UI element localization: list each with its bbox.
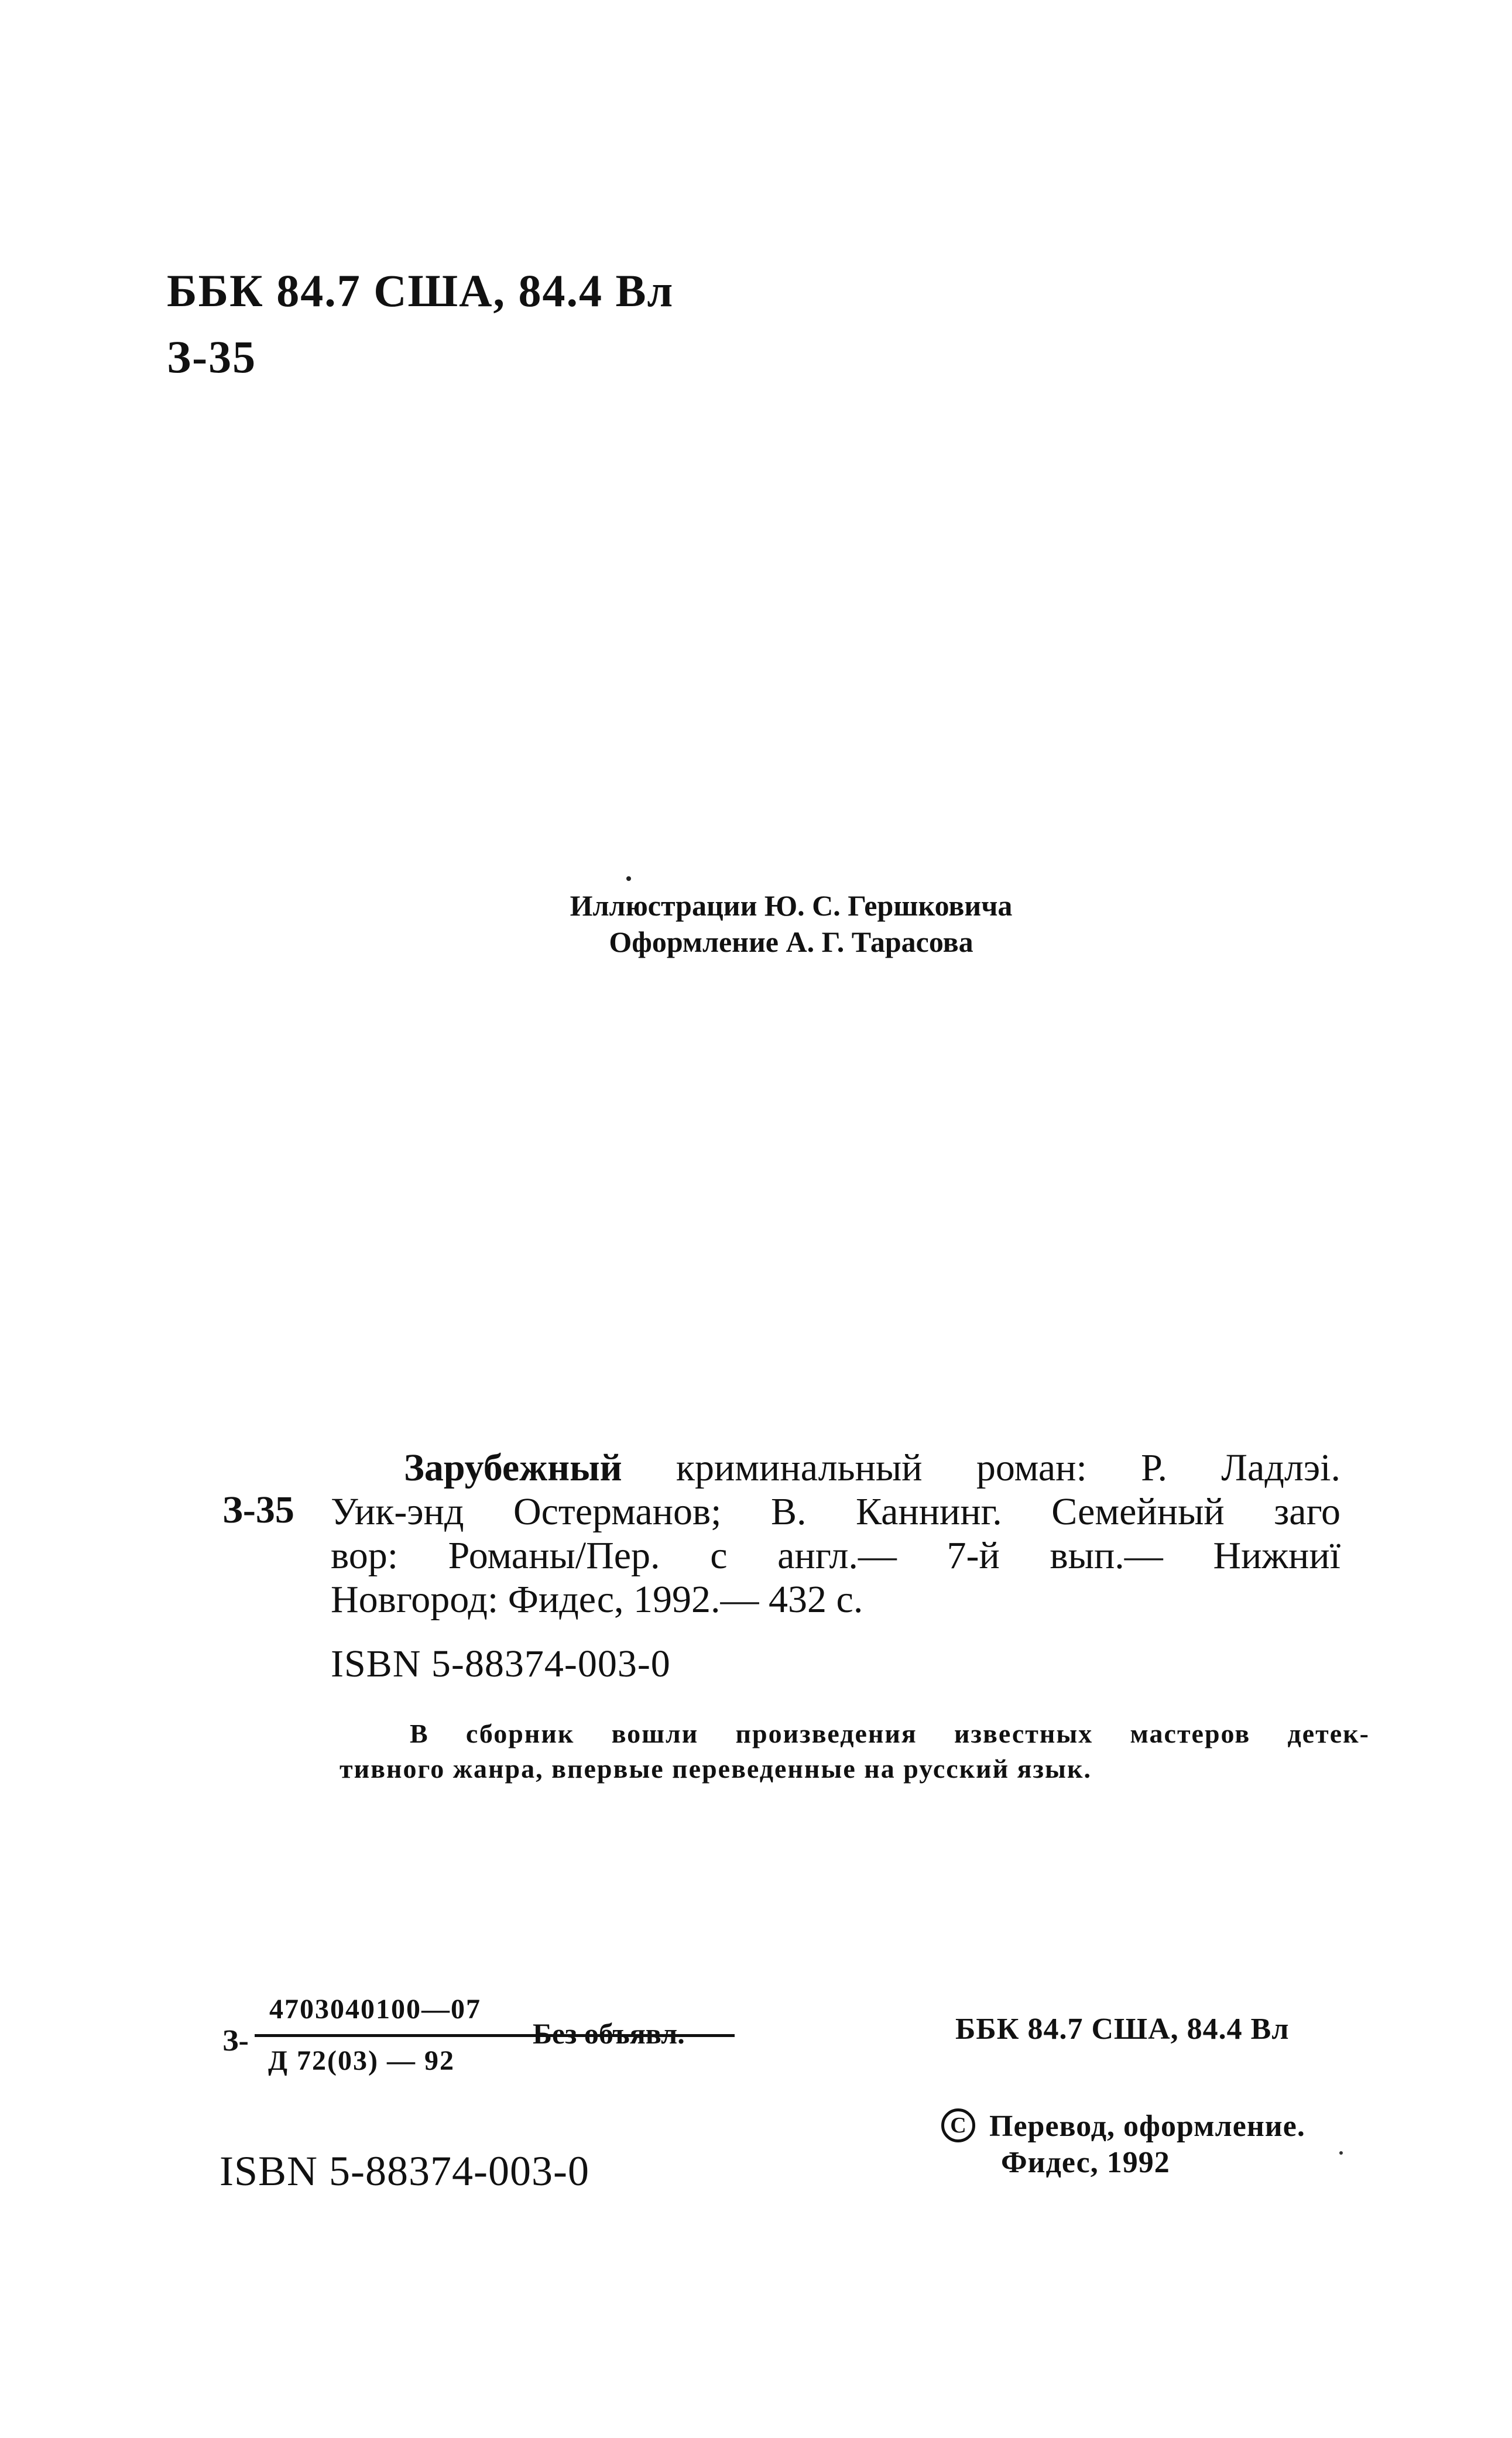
- copyright-icon: [941, 2108, 975, 2142]
- abstract-line: В сборник вошли произведения известных мастеров детек-: [410, 1719, 1370, 1748]
- design-credit: Оформление А. Г. Тарасова: [609, 925, 973, 958]
- print-speck: [626, 876, 631, 881]
- illustrations-credit: Иллюстрации Ю. С. Гершковича: [570, 889, 1013, 922]
- copyright-letter: C: [950, 2113, 966, 2138]
- imprint-isbn: ISBN 5-88374-003-0: [220, 2148, 589, 2194]
- fraction-numerator: 4703040100—07: [269, 1994, 481, 2025]
- annotation-line: Зарубежный криминальный роман: Р. Ладлэі.: [404, 1446, 1340, 1489]
- bbk-classification-top: ББК 84.7 США, 84.4 Вл: [167, 265, 674, 316]
- annotation-title-word: Зарубежный: [404, 1446, 622, 1489]
- abstract-line: тивного жанра, впервые переведенные на русский язык.: [340, 1754, 1092, 1784]
- bbk-classification-bottom: ББК 84.7 США, 84.4 Вл: [955, 2012, 1290, 2046]
- annotation-line: вор: Романы/Пер. с англ.— 7-й вып.— Нижниї: [331, 1534, 1340, 1577]
- annotation-line: Уик-энд Остерманов; В. Каннинг. Семейный заго: [331, 1490, 1340, 1533]
- price-note: Без объявл.: [533, 2017, 685, 2050]
- annotation-author-mark: З-35: [222, 1489, 294, 1531]
- print-speck: [1339, 2151, 1343, 2155]
- fraction-prefix: З-: [222, 2024, 249, 2058]
- copyright-line: Фидес, 1992: [1001, 2146, 1170, 2179]
- author-mark-top: З-35: [167, 331, 257, 382]
- fraction-denominator: Д 72(03) — 92: [268, 2045, 455, 2076]
- annotation-isbn: ISBN 5-88374-003-0: [331, 1643, 671, 1685]
- copyright-line: Перевод, оформление.: [989, 2110, 1305, 2143]
- annotation-line: Новгород: Фидес, 1992.— 432 с.: [331, 1578, 863, 1621]
